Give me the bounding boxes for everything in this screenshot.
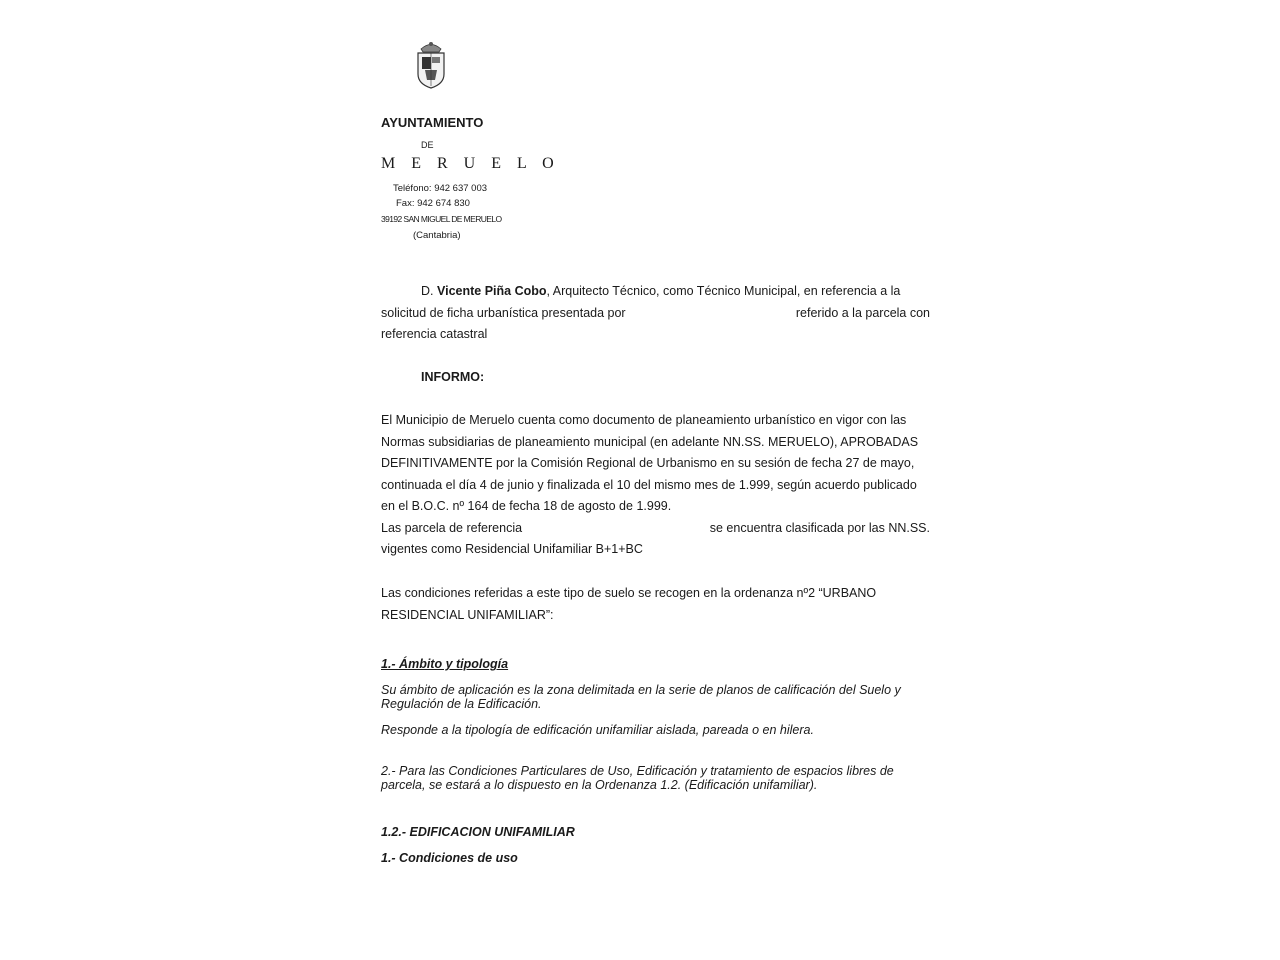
header-direccion: 39192 SAN MIGUEL DE MERUELO [381,214,502,224]
condiciones-paragraph [381,583,930,626]
author-name: Vicente Piña Cobo [436,284,547,298]
intro-line-1-text: , Arquitecto Técnico, como Técnico Municipal, en referencia a la [546,284,901,298]
para1-line-7: vigentes como Residencial Unifamiliar B+1+BC [381,542,643,556]
para2-line-1: Las condiciones referidas a este tipo de suelo se recogen en la ordenanza nº2 “URBANO [381,586,877,600]
para1-line-6 [381,518,930,540]
header-de: DE [421,140,434,150]
para2-line-2: RESIDENCIAL UNIFAMILIAR”: [381,607,554,622]
header-municipio: M E R U E L O [381,155,560,172]
ambito-heading: 1.- Ámbito y tipología [381,657,509,671]
para1-line-5: en el B.O.C. nº 164 de fecha 18 de agosto de 1.999. [381,499,672,513]
edificacion-unifamiliar-heading: 1.2.- EDIFICACION UNIFAMILIAR [381,825,575,839]
condiciones-uso-heading: 1.- Condiciones de uso [381,851,518,865]
intro-line-2a: solicitud de ficha urbanística presentada por [381,305,626,320]
para1-line-1: El Municipio de Meruelo cuenta como documento de planeamiento urbanístico en vigor con las [381,413,907,427]
tipologia-text: Responde a la tipología de edificación unifamiliar aislada, pareada o en hilera. [381,723,814,737]
condiciones-particulares-text: 2.- Para las Condiciones Particulares de Uso, Edificación y tratamiento de espacios libres de parcela, se estará a lo dispuesto en la Ordenanza 1.2. (Edificación unifamiliar). [381,764,894,792]
para1-line-6b: se encuentra clasificada por las NN.SS. [709,520,930,535]
para1-line-2: Normas subsidiarias de planeamiento municipal (en adelante NN.SS. MERUELO), APROBADAS [381,434,919,449]
header-fax: Fax: 942 674 830 [396,198,470,209]
para1-line-4: continuada el día 4 de junio y finalizada el 10 del mismo mes de 1.999, según acuerdo publicado [381,477,917,492]
ambito-text: Su ámbito de aplicación es la zona delimitada en la serie de planos de calificación del Suelo y Regulación de la Edificación. [381,683,901,711]
intro-line-2 [381,303,930,325]
intro-line-1 [381,281,930,303]
header-telefono: Teléfono: 942 637 003 [393,183,488,194]
intro-pre: D. [421,284,434,298]
para1-line-3: DEFINITIVAMENTE por la Comisión Regional de Urbanismo en su sesión de fecha 27 de mayo, [381,456,915,470]
coat-of-arms-icon [413,40,449,90]
planeamiento-paragraph [381,410,930,561]
header-ayuntamiento: AYUNTAMIENTO [381,115,484,130]
header-region: (Cantabria) [413,230,461,241]
intro-line-2b: referido a la parcela con [795,305,930,320]
informo-heading: INFORMO: [421,370,485,384]
para1-line-6a: Las parcela de referencia [381,520,523,535]
intro-paragraph [381,281,930,346]
intro-line-3: referencia catastral [381,327,488,341]
